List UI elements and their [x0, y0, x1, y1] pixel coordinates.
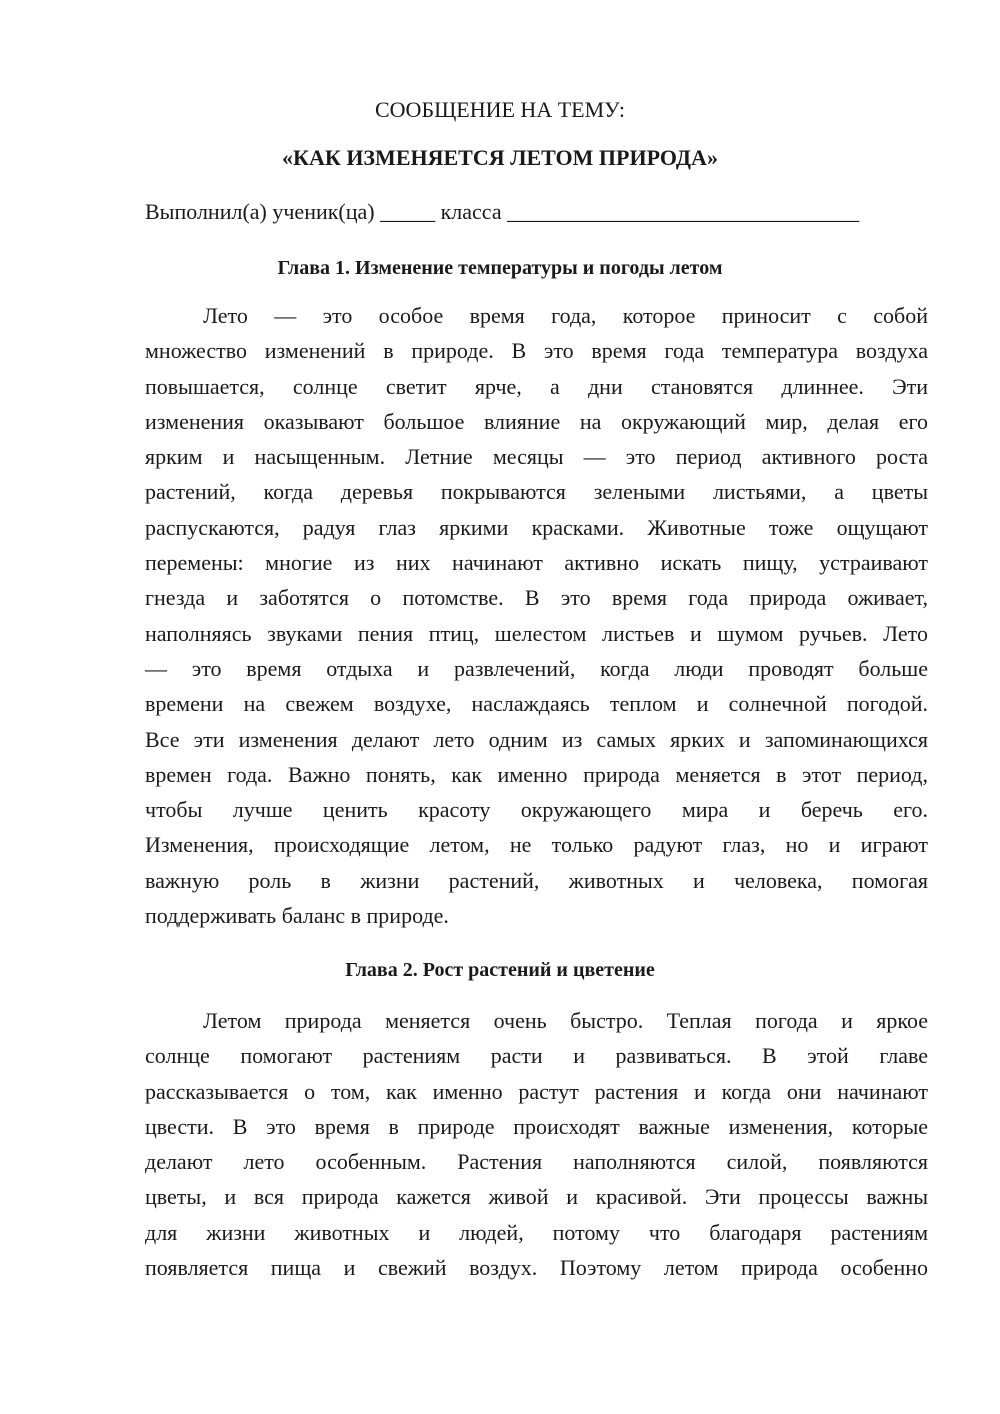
paragraph-line: растений, когда деревья покрываются зелеными листьями, а цветы [145, 479, 928, 505]
paragraph-line: перемены: многие из них начинают активно искать пищу, устраивают [145, 550, 928, 576]
paragraph-line: рассказывается о том, как именно растут растения и когда они начинают [145, 1078, 928, 1104]
paragraph-line: цвести. В это время в природе происходят важные изменения, которые [145, 1113, 928, 1139]
paragraph-line: важную роль в жизни растений, животных и человека, помогая [145, 867, 928, 893]
paragraph-line: — это время отдыха и развлечений, когда люди проводят больше [145, 655, 928, 681]
title-line-2: «КАК ИЗМЕНЯЕТСЯ ЛЕТОМ ПРИРОДА» [282, 145, 718, 170]
paragraph-line: изменения оказывают большое влияние на окружающий мир, делая его [145, 408, 928, 434]
paragraph-line: Лето — это особое время года, которое приносит с собой [203, 303, 928, 328]
paragraph-line: времен года. Важно понять, как именно природа меняется в этот период, [145, 761, 928, 787]
paragraph-line: делают лето особенным. Растения наполняются силой, появляются [145, 1149, 928, 1175]
paragraph-line: солнце помогают растениям расти и развиваться. В этой главе [145, 1043, 928, 1069]
paragraph-line: поддерживать баланс в природе. [145, 903, 449, 929]
paragraph-line: повышается, солнце светит ярче, а дни становятся длиннее. Эти [145, 373, 928, 399]
chapter-1-paragraph [145, 298, 928, 933]
paragraph-line: чтобы лучше ценить красоту окружающего мира и беречь его. [145, 797, 928, 823]
paragraph-line: ярким и насыщенным. Летние месяцы — это период активного роста [145, 444, 928, 470]
chapter-1-heading: Глава 1. Изменение температуры и погоды летом [277, 257, 723, 279]
paragraph-line: времени на свежем воздухе, наслаждаясь теплом и солнечной погодой. [145, 691, 928, 717]
chapter-2-paragraph [145, 1003, 928, 1285]
paragraph-line: Все эти изменения делают лето одним из самых ярких и запоминающихся [145, 726, 928, 752]
paragraph-line: наполняясь звуками пения птиц, шелестом листьев и шумом ручьев. Лето [145, 620, 928, 646]
title-line-1: СООБЩЕНИЕ НА ТЕМУ: [375, 97, 625, 122]
paragraph-line: появляется пища и свежий воздух. Поэтому летом природа особенно [145, 1255, 928, 1281]
chapter-2-heading: Глава 2. Рост растений и цветение [345, 959, 655, 981]
paragraph-line: Изменения, происходящие летом, не только радуют глаз, но и играют [145, 832, 928, 858]
paragraph-line: цветы, и вся природа кажется живой и красивой. Эти процессы важны [145, 1184, 928, 1210]
paragraph-line: для жизни животных и людей, потому что благодаря растениям [145, 1219, 928, 1245]
paragraph-line: множество изменений в природе. В это время года температура воздуха [145, 338, 928, 364]
paragraph-line: гнезда и заботятся о потомстве. В это время года природа оживает, [145, 585, 928, 611]
paragraph-line: распускаются, радуя глаз яркими красками. Животные тоже ощущают [145, 514, 928, 540]
paragraph-line: Летом природа меняется очень быстро. Теплая погода и яркое [203, 1008, 928, 1033]
author-line: Выполнил(а) ученик(ца) _____ класса ________________________________ [145, 199, 860, 224]
